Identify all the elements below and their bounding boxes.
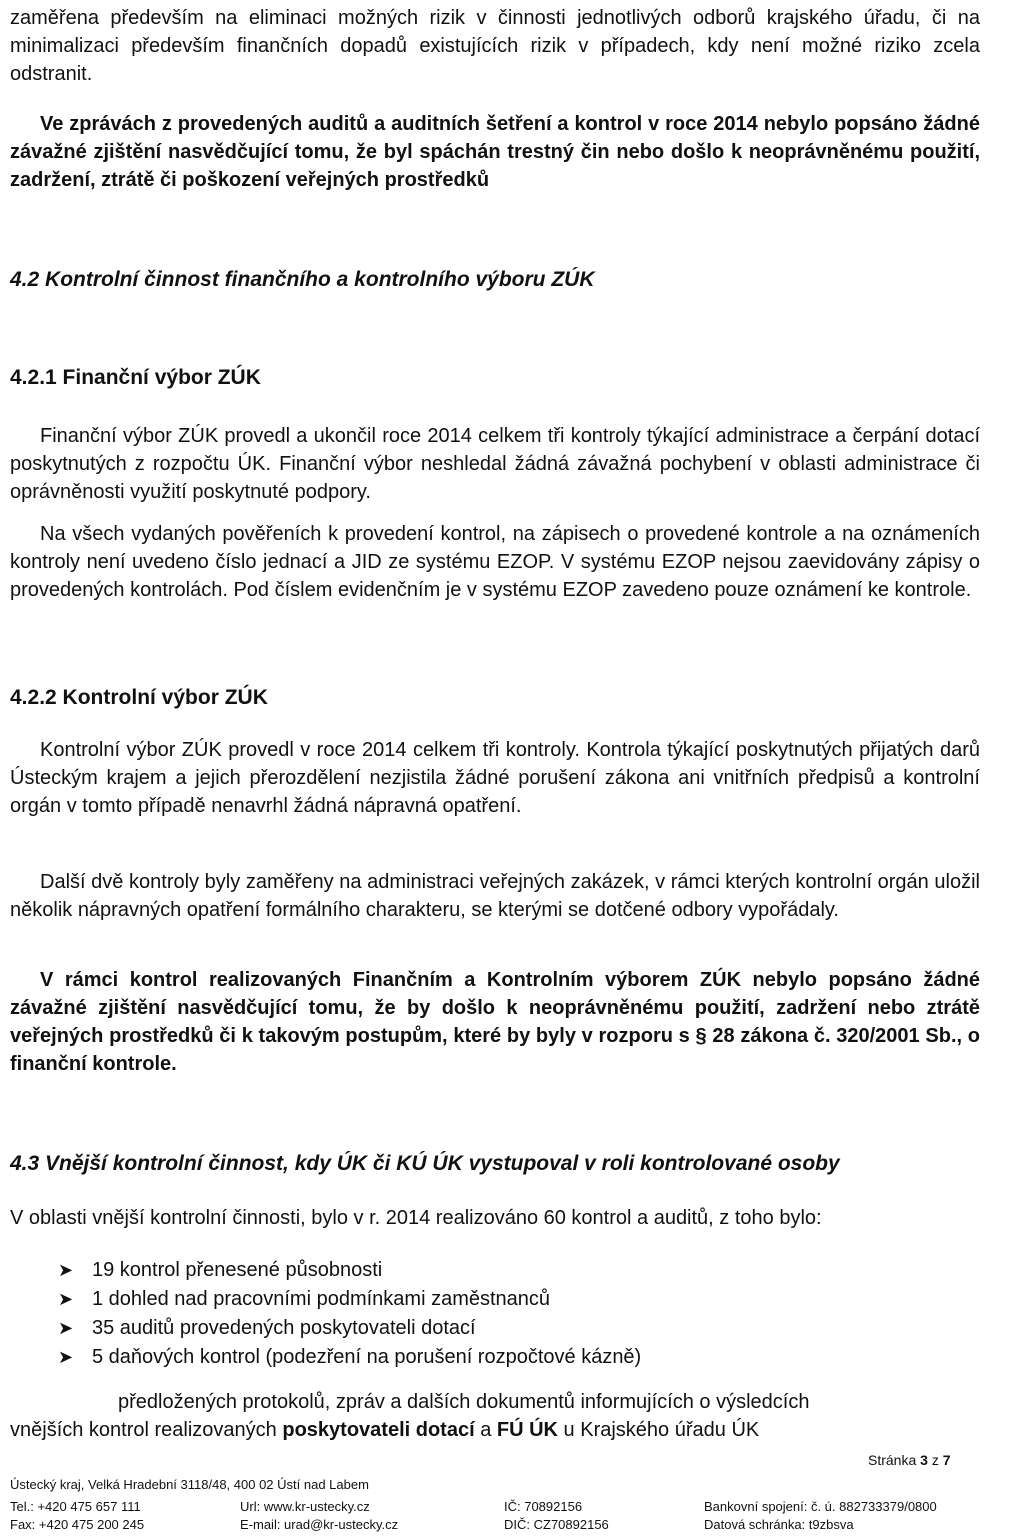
control-summary-paragraph: V rámci kontrol realizovaných Finančním a Kontrolním výborem ZÚK nebylo popsáno žádné závažné zjištění nasvědčující tomu, že by došlo k neoprávněnému použití, zadržení nebo ztrátě veřejných prostředků či k takovým postupům, které by byly v rozporu s § 28 zákona č. 320/2001 Sb., o finanční kontrole.	[10, 969, 980, 1075]
audit-summary-paragraph: Ve zprávách z provedených auditů a auditních šetření a kontrol v roce 2014 nebylo popsáno žádné závažné zjištění nasvědčující tomu, že byl spáchán trestný čin nebo došlo k neoprávněnému použití, zadržení, ztrátě či poškození veřejných prostředků	[10, 113, 980, 191]
heading-4-2-1: 4.2.1 Finanční výbor ZÚK	[10, 366, 261, 389]
footer-dic: DIČ: CZ70892156	[504, 1517, 609, 1532]
footer-col-web	[240, 1498, 398, 1534]
list-item: ➤ 1 dohled nad pracovními podmínkami zaměstnanců	[58, 1285, 641, 1314]
external-control-tail-line-1: předložených protokolů, zpráv a dalších dokumentů informujících o výsledcích	[118, 1391, 810, 1413]
footer-tel: Tel.: +420 475 657 111	[10, 1499, 141, 1514]
footer-url: Url: www.kr-ustecky.cz	[240, 1499, 370, 1514]
control-committee-paragraph-2: Další dvě kontroly byly zaměřeny na administraci veřejných zakázek, v rámci kterých kontrolní orgán uložil několik nápravných opatření formálního charakteru, se kterými se dotčené odbory vypořádaly.	[10, 871, 980, 921]
external-control-tail-line-2: vnějších kontrol realizovaných poskytovateli dotací a FÚ ÚK u Krajského úřadu ÚK	[10, 1419, 760, 1441]
arrow-bullet-icon: ➤	[58, 1318, 74, 1338]
footer-col-phone	[10, 1498, 144, 1534]
control-committee-paragraph-1: Kontrolní výbor ZÚK provedl v roce 2014 celkem tři kontroly. Kontrola týkající poskytnutých přijatých darů Ústeckým krajem a jejich přerozdělení nezjistila žádné porušení zákona ani vnitřních předpisů a kontrolní orgán v tomto případě nenavrhl žádná nápravná opatření.	[10, 739, 980, 817]
footer-fax: Fax: +420 475 200 245	[10, 1517, 145, 1532]
intro-paragraph: zaměřena především na eliminaci možných rizik v činnosti jednotlivých odborů krajského úřadu, či na minimalizaci především finančních dopadů existujících rizik v případech, kdy není možné riziko zcela odstranit.	[10, 7, 980, 85]
heading-4-2: 4.2 Kontrolní činnost finančního a kontrolního výboru ZÚK	[10, 268, 595, 291]
page-number: Stránka 3 z 7	[868, 1452, 951, 1468]
heading-4-2-2: 4.2.2 Kontrolní výbor ZÚK	[10, 686, 268, 709]
arrow-bullet-icon: ➤	[58, 1347, 74, 1367]
footer-bank: Bankovní spojení: č. ú. 882733379/0800	[704, 1499, 937, 1514]
footer-ic: IČ: 70892156	[504, 1499, 583, 1514]
footer-col-ids	[504, 1498, 609, 1534]
list-item: ➤ 5 daňových kontrol (podezření na porušení rozpočtové kázně)	[58, 1343, 641, 1372]
footer-col-bank	[704, 1498, 937, 1534]
footer-address: Ústecký kraj, Velká Hradební 3118/48, 400 02 Ústí nad Labem	[10, 1477, 369, 1492]
external-control-intro: V oblasti vnější kontrolní činnosti, bylo v r. 2014 realizováno 60 kontrol a auditů, z toho bylo:	[10, 1207, 822, 1229]
financial-committee-paragraph-2: Na všech vydaných pověřeních k provedení kontrol, na zápisech o provedené kontrole a na oznámeních kontroly není uvedeno číslo jednací a JID ze systému EZOP. V systému EZOP nejsou zaevidovány zápisy o provedených kontrolách. Pod číslem evidenčním je v systému EZOP zavedeno pouze oznámení ke kontrole.	[10, 523, 980, 601]
footer-email: E-mail: urad@kr-ustecky.cz	[240, 1517, 399, 1532]
external-control-list	[58, 1256, 641, 1372]
footer-datova: Datová schránka: t9zbsva	[704, 1517, 854, 1532]
list-item: ➤ 35 auditů provedených poskytovateli dotací	[58, 1314, 641, 1343]
arrow-bullet-icon: ➤	[58, 1289, 74, 1309]
list-item: ➤ 19 kontrol přenesené působnosti	[58, 1256, 641, 1285]
heading-4-3: 4.3 Vnější kontrolní činnost, kdy ÚK či KÚ ÚK vystupoval v roli kontrolované osoby	[10, 1152, 840, 1175]
financial-committee-paragraph-1: Finanční výbor ZÚK provedl a ukončil roce 2014 celkem tři kontroly týkající administrace a čerpání dotací poskytnutých z rozpočtu ÚK. Finanční výbor neshledal žádná závažná pochybení v oblasti administrace či oprávněnosti využití poskytnuté podpory.	[10, 425, 980, 503]
arrow-bullet-icon: ➤	[58, 1260, 74, 1280]
